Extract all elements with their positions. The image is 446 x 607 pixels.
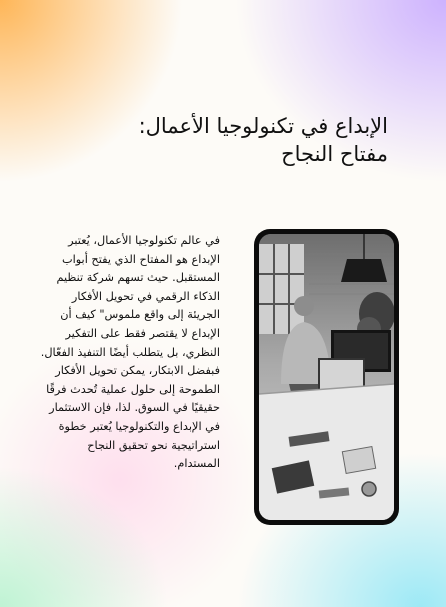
phone-screen <box>259 234 394 520</box>
title-line-1: الإبداع في تكنولوجيا الأعمال: <box>138 114 388 138</box>
phone-mockup <box>254 229 399 525</box>
body-paragraph: في عالم تكنولوجيا الأعمال، يُعتبر الإبداع هو المفتاح الذي يفتح أبواب المستقبل. حيث تسهم شركة تنظيم الذكاء الرقمي في تحويل الأفكار الجريئة إلى واقع ملموس" كيف أن الإبداع لا يقتصر فقط على التفكير النظري، بل يتطلب أيضًا التنفيذ الفعّال. فبفضل الابتكار، يمكن تحويل الأفكار الطموحة إلى حلول عملية تُحدث فرقًا حقيقيًا في السوق. لذا، فإن الاستثمار في الإبداع والتكنولوجيا يُعتبر خطوة استراتيجية نحو تحقيق النجاح المستدام. <box>40 234 220 471</box>
title-line-2: مفتاح النجاح <box>281 142 388 166</box>
page-title <box>88 112 388 168</box>
office-photo <box>259 234 394 520</box>
